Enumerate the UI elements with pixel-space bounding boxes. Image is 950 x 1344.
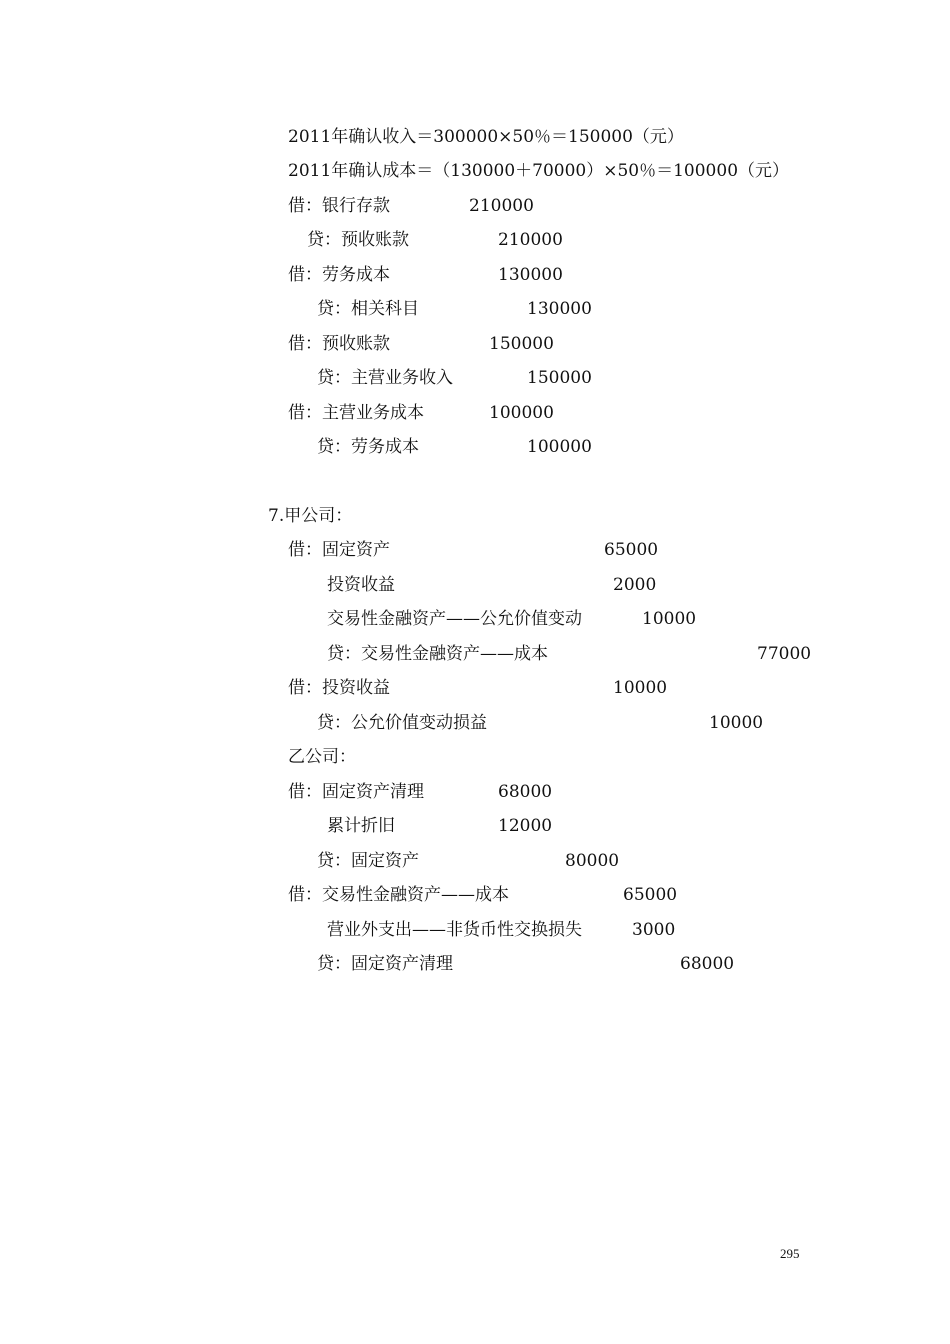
account-label: 营业外支出——非货币性交换损失 <box>327 920 582 940</box>
journal-entry-line <box>317 846 950 876</box>
cost-calculation-line <box>288 156 950 186</box>
amount-value: 3000 <box>632 920 676 940</box>
question-heading <box>268 501 950 531</box>
account-label: 贷：预收账款 <box>307 230 409 250</box>
amount-value: 65000 <box>604 540 659 560</box>
revenue-calculation-line <box>288 122 950 152</box>
account-label: 借：固定资产 <box>288 540 390 560</box>
amount-value: 100000 <box>489 403 554 423</box>
amount-value: 210000 <box>498 230 563 250</box>
account-label: 借：固定资产清理 <box>288 782 424 802</box>
journal-entry-line <box>288 398 950 428</box>
amount-value: 80000 <box>565 851 620 871</box>
account-label: 贷：固定资产清理 <box>317 954 453 974</box>
journal-entry-line <box>327 915 950 945</box>
account-label: 投资收益 <box>327 575 395 595</box>
journal-entry-line <box>327 570 950 600</box>
account-label: 借：交易性金融资产——成本 <box>288 885 509 905</box>
amount-value: 10000 <box>642 609 697 629</box>
journal-entry-line <box>327 604 950 634</box>
account-label: 交易性金融资产——公允价值变动 <box>327 609 582 629</box>
journal-entry-line <box>317 708 950 738</box>
journal-entry-line <box>288 535 950 565</box>
revenue-calculation-text: 2011年确认收入＝300000×50％＝150000（元） <box>288 127 684 147</box>
account-label: 借：投资收益 <box>288 678 390 698</box>
amount-value: 10000 <box>709 713 764 733</box>
journal-entry-line <box>317 363 950 393</box>
company-heading <box>288 742 950 772</box>
account-label: 借：银行存款 <box>288 196 390 216</box>
company-heading-text: 乙公司： <box>288 747 356 767</box>
account-label: 累计折旧 <box>327 816 395 836</box>
amount-value: 77000 <box>757 644 812 664</box>
journal-entry-line <box>317 949 950 979</box>
account-label: 借：预收账款 <box>288 334 390 354</box>
account-label: 贷：固定资产 <box>317 851 419 871</box>
journal-entry-line <box>317 294 950 324</box>
account-label: 贷：相关科目 <box>317 299 419 319</box>
amount-value: 150000 <box>527 368 592 388</box>
amount-value: 130000 <box>498 265 563 285</box>
amount-value: 130000 <box>527 299 592 319</box>
amount-value: 12000 <box>498 816 553 836</box>
journal-entry-line <box>288 329 950 359</box>
amount-value: 68000 <box>498 782 553 802</box>
amount-value: 65000 <box>623 885 678 905</box>
amount-value: 150000 <box>489 334 554 354</box>
amount-value: 2000 <box>613 575 657 595</box>
journal-entry-line <box>288 777 950 807</box>
journal-entry-line <box>288 673 950 703</box>
account-label: 贷：交易性金融资产——成本 <box>327 644 548 664</box>
account-label: 借：劳务成本 <box>288 265 390 285</box>
journal-entry-line <box>327 639 950 669</box>
question-heading-text: 7.甲公司： <box>268 506 353 526</box>
journal-entry-line <box>288 260 950 290</box>
journal-entry-line <box>317 432 950 462</box>
account-label: 借：主营业务成本 <box>288 403 424 423</box>
amount-value: 100000 <box>527 437 592 457</box>
cost-calculation-text: 2011年确认成本＝（130000＋70000）×50％＝100000（元） <box>288 161 790 181</box>
amount-value: 68000 <box>680 954 735 974</box>
amount-value: 210000 <box>469 196 534 216</box>
account-label: 贷：劳务成本 <box>317 437 419 457</box>
account-label: 贷：主营业务收入 <box>317 368 453 388</box>
journal-entry-line <box>307 225 950 255</box>
journal-entry-line <box>327 811 950 841</box>
journal-entry-line <box>288 191 950 221</box>
page-number: 295 <box>780 1246 800 1261</box>
journal-entry-line <box>288 880 950 910</box>
account-label: 贷：公允价值变动损益 <box>317 713 487 733</box>
amount-value: 10000 <box>613 678 668 698</box>
